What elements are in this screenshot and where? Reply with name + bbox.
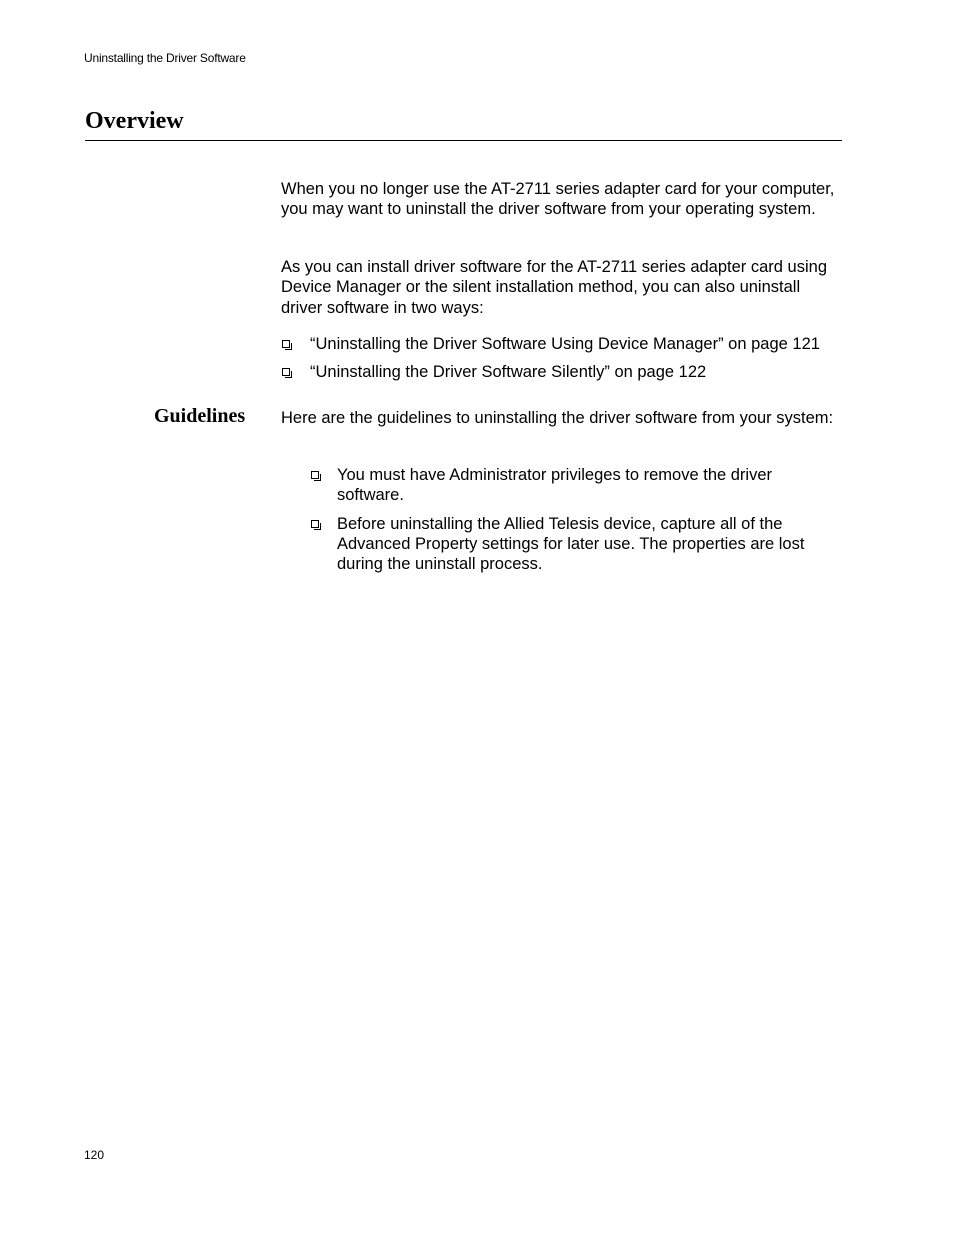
method-link-device-manager[interactable]	[281, 334, 851, 362]
guideline-item	[310, 465, 840, 506]
running-header: Uninstalling the Driver Software	[84, 51, 246, 65]
methods-paragraph: As you can install driver software for the AT-2711 series adapter card using Device Manager or the silent installation method, you can also uninstall driver software in two ways:	[281, 258, 827, 317]
method-link-silent[interactable]	[281, 362, 851, 390]
page-number: 120	[84, 1148, 105, 1162]
guideline-item	[310, 514, 840, 575]
intro-paragraph: When you no longer use the AT-2711 series adapter card for your computer, you may want to uninstall the driver software from your operating system.	[281, 180, 835, 219]
guideline-text: You must have Administrator privileges to remove the driver software.	[337, 466, 773, 505]
guidelines-intro: Here are the guidelines to uninstalling the driver software from your system:	[281, 409, 834, 427]
guidelines-list	[310, 465, 840, 582]
method-link-label[interactable]: “Uninstalling the Driver Software Silently” on page 122	[310, 363, 707, 381]
guideline-text: Before uninstalling the Allied Telesis device, capture all of the Advanced Property settings for later use. The properties are lost during the uninstall process.	[337, 514, 805, 574]
method-link-label[interactable]: “Uninstalling the Driver Software Using Device Manager” on page 121	[310, 335, 820, 353]
checkbox-bullet-icon	[311, 520, 319, 528]
section-title: Overview	[85, 108, 184, 134]
method-list	[281, 334, 851, 390]
title-rule	[85, 140, 842, 141]
guidelines-heading: Guidelines	[154, 405, 246, 427]
checkbox-bullet-icon	[282, 340, 290, 348]
checkbox-bullet-icon	[282, 368, 290, 376]
checkbox-bullet-icon	[311, 471, 319, 479]
